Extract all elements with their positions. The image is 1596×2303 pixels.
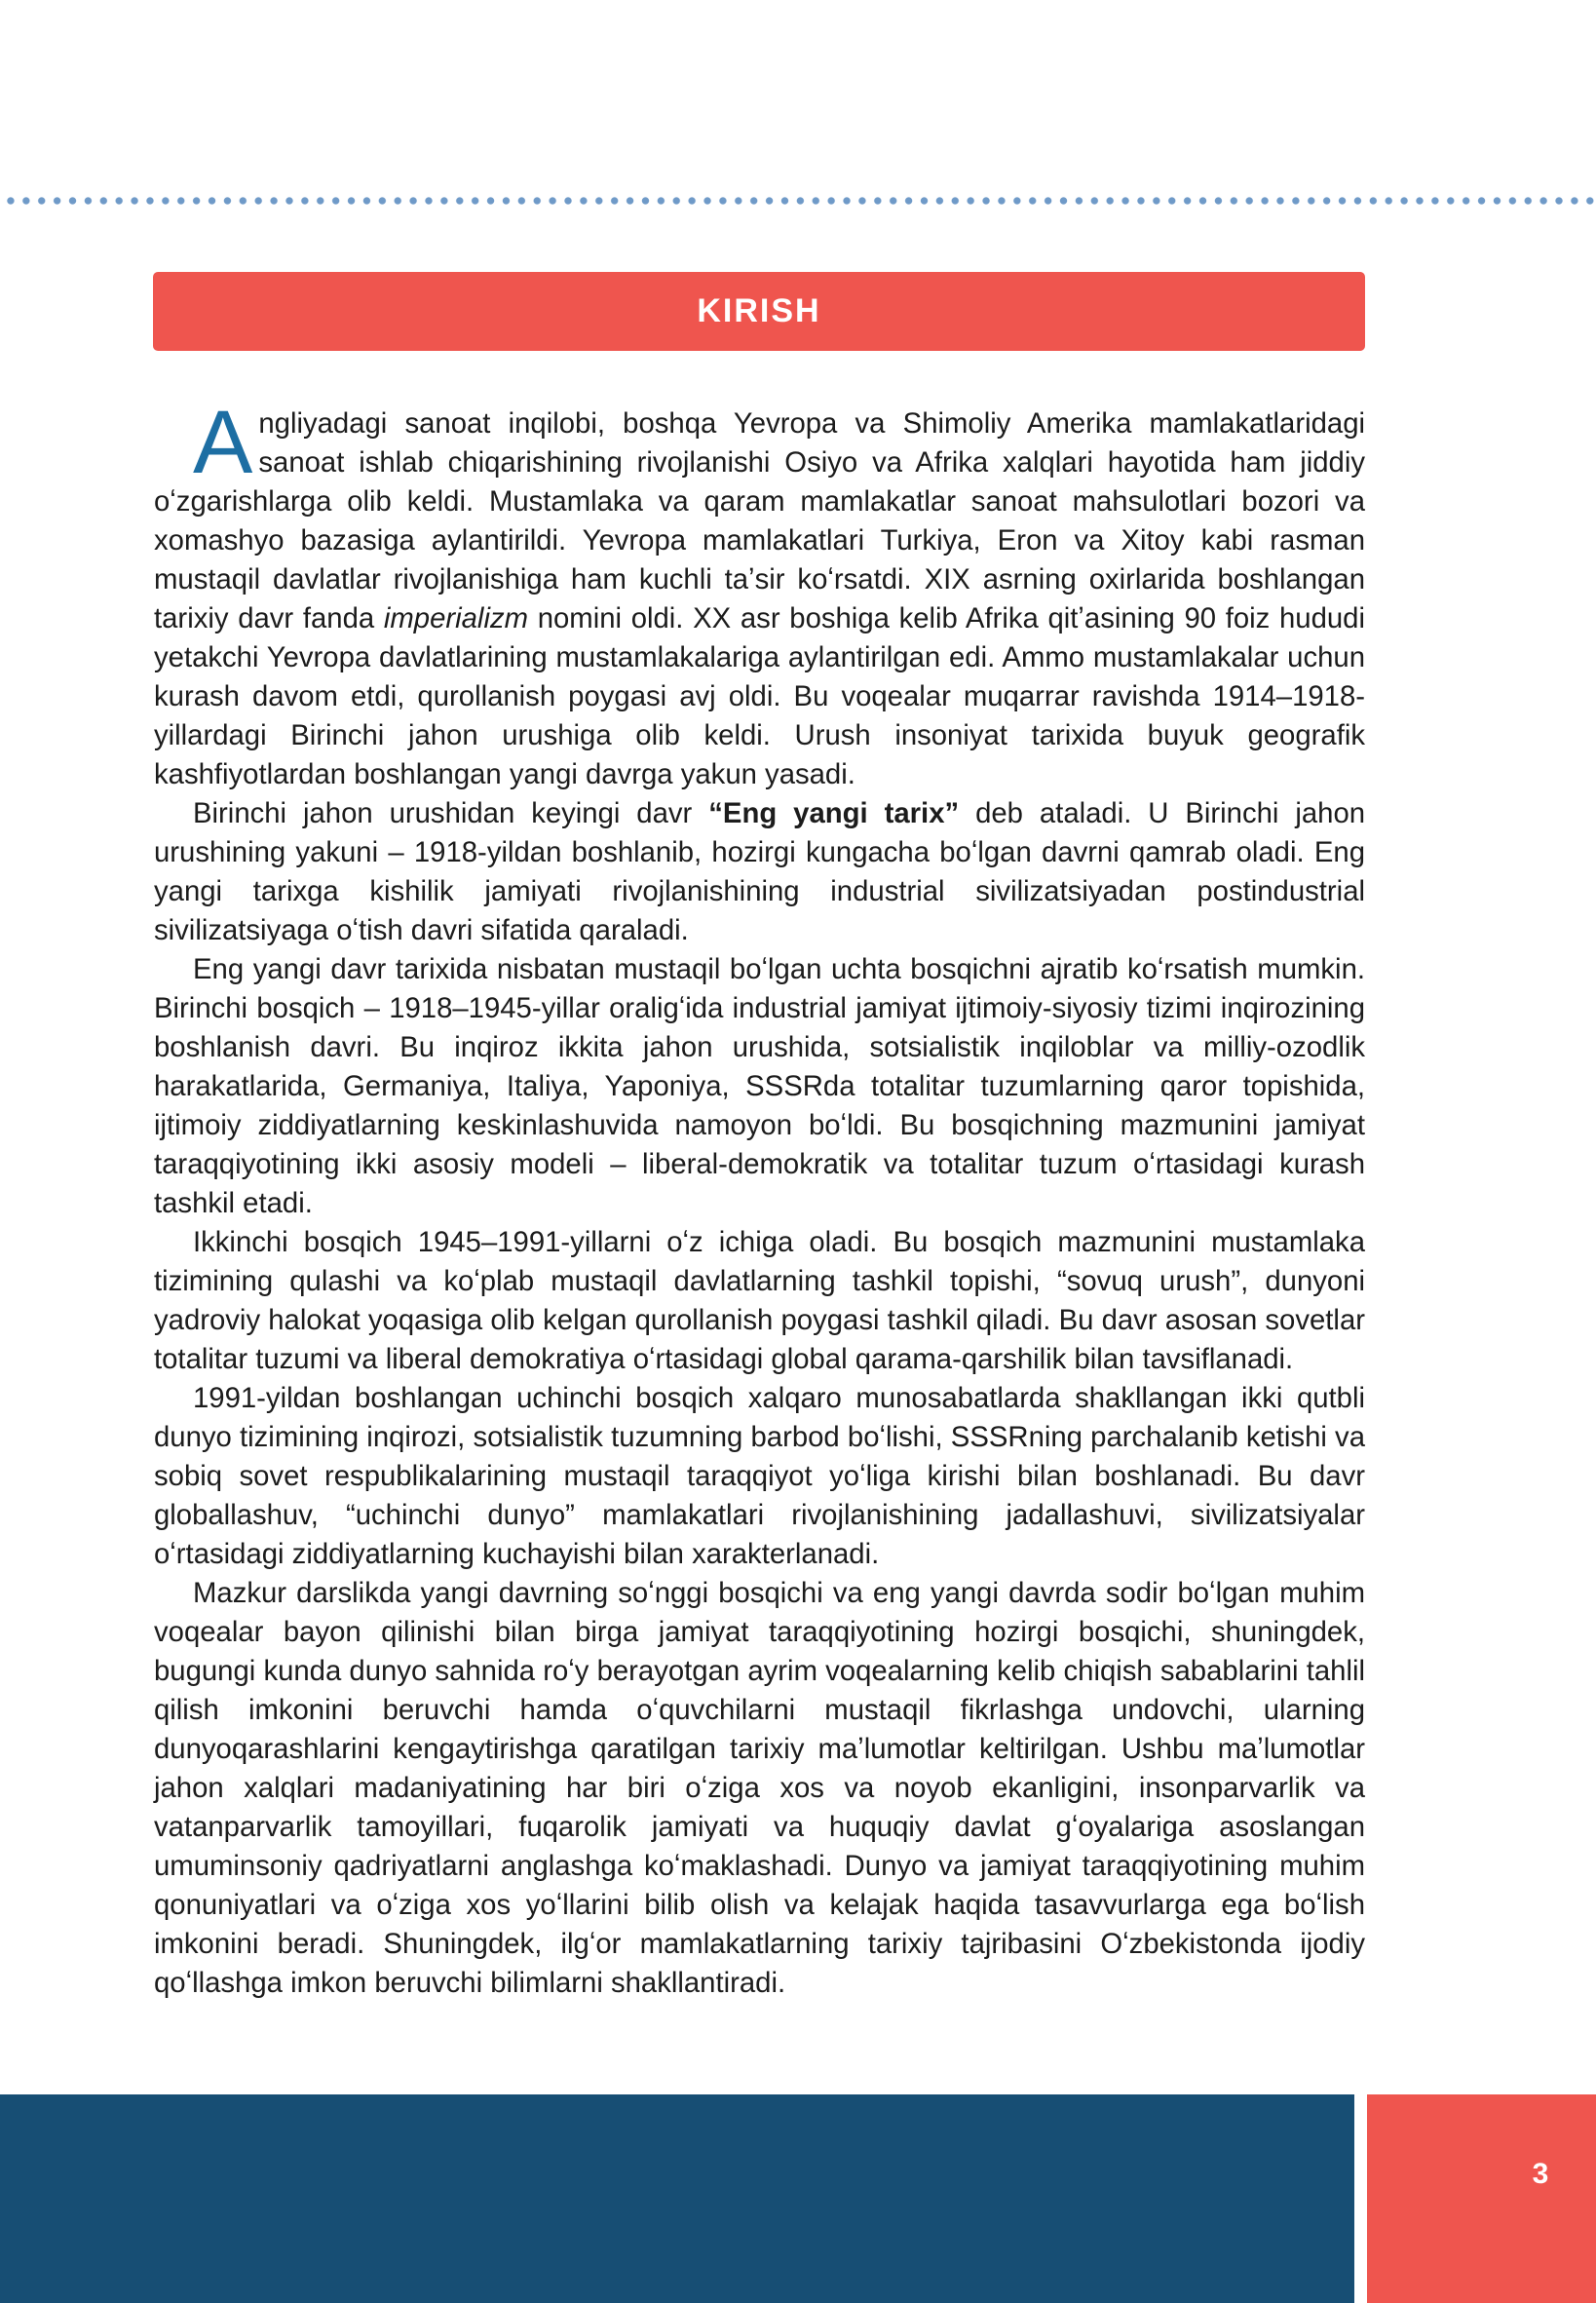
- dotted-divider: [0, 195, 1596, 207]
- section-title: KIRISH: [697, 292, 821, 329]
- page-number-box: [1367, 2094, 1596, 2303]
- footer-band: [0, 2094, 1354, 2303]
- paragraph-4: Ikkinchi bosqich 1945–1991-yillarni oʻz ichiga oladi. Bu bosqich mazmunini mustamlaka tizimining qulashi va koʻplab mustaqil davlatlarning tashkil topishi, “sovuq urush”, dunyoni yadroviy halokat yoqasiga olib kelgan qurollanish poygasi tashkil qiladi. Bu davr asosan sovetlar totalitar tuzumi va liberal demokratiya oʻrtasidagi global qarama-qarshilik bilan tavsiflanadi.: [154, 1226, 1365, 1375]
- page-number: 3: [1532, 2158, 1549, 2190]
- paragraph-1-end: nomini oldi. XX asr boshiga kelib Afrika qitʼasining 90 foiz hududi yetakchi Yevropa davlatlarining mustamlakalariga aylantirilgan edi. Ammo mustamlakalar uchun kurash davom etdi, qurollanish poygasi avj oldi. Bu voqealar muqarrar ravishda 1914–1918-yillardagi Birinchi jahon urushiga olib keldi. Urush insoniyat tarixida buyuk geografik kashfiyotlardan boshlangan yangi davrga yakun yasadi.: [154, 602, 1365, 790]
- paragraph-6: Mazkur darslikda yangi davrning soʻnggi bosqichi va eng yangi davrda sodir boʻlgan muhim voqealar bayon qilinishi bilan birga jamiyat taraqqiyotining hozirgi bosqichi, shuningdek, bugungi kunda dunyo sahnida roʻy berayotgan ayrim voqealarning kelib chiqish sabablarini tahlil qilish imkonini beruvchi hamda oʻquvchilarni mustaqil fikrlashga undovchi, ularning dunyoqarashlarini kengaytirishga qaratilgan tarixiy maʼlumotlar keltirilgan. Ushbu maʼlumotlar jahon xalqlari madaniyatining har biri oʻziga xos va noyob ekanligini, insonparvarlik va vatanparvarlik tamoyillari, fuqarolik jamiyati va huquqiy davlat gʻoyalariga asoslangan umuminsoniy qadriyatlarni anglashga koʻmaklashadi. Dunyo va jamiyat taraqqiyotining muhim qonuniyatlari va oʻziga xos yoʻllarini bilib olish va kelajak haqida tasavvurlarga ega boʻlish imkonini beradi. Shuningdek, ilgʻor mamlakatlarning tarixiy tajribasini Oʻzbekistonda ijodiy qoʻllashga imkon beruvchi bilimlarni shakllantiradi.: [154, 1577, 1365, 1999]
- bold-term: “Eng yangi tarix”: [708, 797, 960, 829]
- paragraph-3: Eng yangi davr tarixida nisbatan mustaqil boʻlgan uchta bosqichni ajratib koʻrsatish mumkin. Birinchi bosqich – 1918–1945-yillar oraligʻida industrial jamiyat ijtimoiy-siyosiy tizimi inqirozining boshlanish davri. Bu inqiroz ikkita jahon urushida, sotsialistik inqiloblar va milliy-ozodlik harakatlarida, Germaniya, Italiya, Yaponiya, SSSRda totalitar tuzumlarning qaror topishida, ijtimoiy ziddiyatlarning keskinlashuvida namoyon boʻldi. Bu bosqichning mazmunini jamiyat taraqqiyotining ikki asosiy modeli – liberal-demokratik va totalitar tuzum oʻrtasidagi kurash tashkil etadi.: [154, 953, 1365, 1219]
- paragraph-2-start: Birinchi jahon urushidan keyingi davr: [193, 797, 693, 829]
- paragraph-2: [154, 794, 1365, 950]
- drop-cap: A: [193, 393, 253, 492]
- paragraph-2-end: deb ataladi. U Birinchi jahon urushining yakuni – 1918-yildan boshlanib, hozirgi kungacha boʻlgan davrni qamrab oladi. Eng yangi tarixga kishilik jamiyati rivojlanishining industrial sivilizatsiyadan postindustrial sivilizatsiyaga oʻtish davri sifatida qaraladi.: [154, 797, 1366, 946]
- section-title-bar: [153, 272, 1365, 351]
- paragraph-1: [154, 393, 1365, 794]
- paragraph-5: 1991-yildan boshlangan uchinchi bosqich xalqaro munosabatlarda shakllangan ikki qutbli dunyo tizimining inqirozi, sotsialistik tuzumning barbod boʻlishi, SSSRning parchalanib ketishi va sobiq sovet respublikalarining mustaqil taraqqiyot yoʻliga kirishi bilan boshlanadi. Bu davr globallashuv, “uchinchi dunyo” mamlakatlari rivojlanishining jadallashuvi, sivilizatsiyalar oʻrtasidagi ziddiyatlarning kuchayishi bilan xarakterlanadi.: [154, 1382, 1365, 1570]
- paragraph-1-text: ngliyadagi sanoat inqilobi, boshqa Yevropa va Shimoliy Amerika mamlakatlaridagi sanoat ishlab chiqarishining rivojlanishi Osiyo va Afrika xalqlari hayotida ham jiddiy oʻzgarishlarga olib keldi. Mustamlaka va qaram mamlakatlar sanoat mahsulotlari bozori va xomashyo bazasiga aylantirildi. Yevropa mamlakatlari Turkiya, Eron va Xitoy kabi rasman mustaqil davlatlar rivojlanishiga ham kuchli taʼsir koʻrsatdi. XIX asrning oxirlarida boshlangan tarixiy davr fanda: [154, 407, 1365, 634]
- italic-term: imperializm: [383, 602, 529, 634]
- body-text: [154, 393, 1366, 2003]
- page-number-wrap: [1367, 2158, 1558, 2191]
